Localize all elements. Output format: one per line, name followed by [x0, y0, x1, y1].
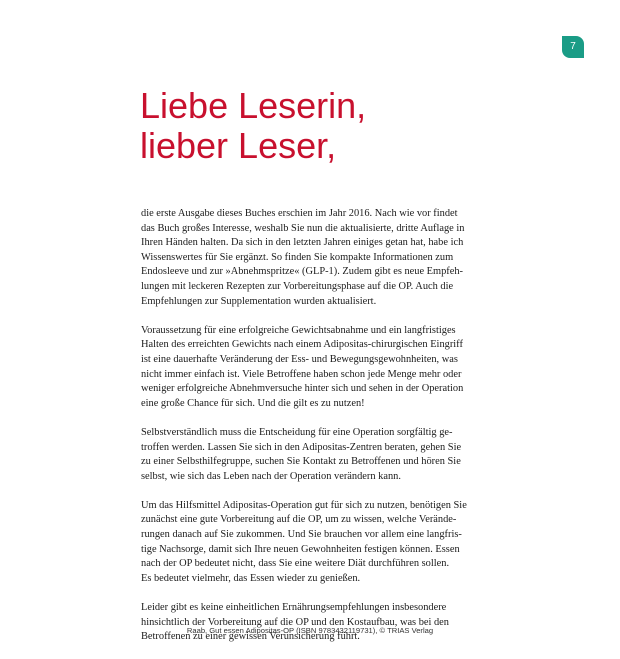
paragraph-line: Empfehlungen zur Supplementation wurden aktualisiert.: [141, 295, 377, 307]
paragraph-5: [141, 601, 481, 645]
paragraph-line: die erste Ausgabe dieses Buches erschien im Jahr 2016. Nach wie vor findet: [141, 208, 458, 219]
paragraph-line: lungen mit leckeren Rezepten zur Vorbereitungsphase auf die OP. Auch die: [141, 280, 454, 292]
paragraph-3: [141, 426, 481, 484]
body-text: [141, 207, 481, 659]
paragraph-line: Voraussetzung für eine erfolgreiche Gewichtsabnahme und ein langfristiges: [141, 324, 456, 336]
page-heading: [140, 86, 366, 166]
paragraph-line: tige Nachsorge, damit sich Ihre neuen Gewohnheiten festigen können. Essen: [141, 543, 460, 555]
paragraph-line: hinsichtlich der Vorbereitung auf die OP und den Kostaufbau, was bei den: [141, 616, 449, 628]
paragraph-line: Ihren Händen halten. Da sich in den letzten Jahren einiges getan hat, habe ich: [141, 237, 464, 249]
paragraph-line: zu einer Selbsthilfegruppe, suchen Sie Kontakt zu Betroffenen und hören Sie: [141, 456, 461, 468]
paragraph-line: das Buch großes Interesse, weshalb Sie nun die aktualisierte, dritte Auflage in: [141, 222, 465, 234]
paragraph-line: eine große Chance für sich. Und die gilt es zu nutzen!: [141, 397, 365, 409]
heading-line-1: Liebe Leserin,: [140, 85, 367, 126]
paragraph-1: [141, 207, 481, 309]
paragraph-line: nach der OP bedeutet nicht, dass Sie eine weitere Diät durchführen sollen.: [141, 558, 450, 570]
paragraph-line: zunächst eine gute Vorbereitung auf die OP, um zu wissen, welche Verände-: [141, 514, 457, 526]
paragraph-line: weniger erfolgreiche Abnehmversuche hinter sich und sehen in der Operation: [141, 383, 464, 395]
paragraph-line: Endosleeve und zur »Abnehmspritze« (GLP-1). Zudem gibt es neue Empfeh-: [141, 266, 464, 278]
paragraph-line: nicht immer einfach ist. Viele Betroffene haben schon jede Menge mehr oder: [141, 368, 462, 380]
paragraph-line: Es bedeutet vielmehr, das Essen wieder zu genießen.: [141, 572, 361, 584]
paragraph-line: Halten des erreichten Gewichts nach einem Adipositas-chirurgischen Eingriff: [141, 339, 463, 351]
paragraph-line: Leider gibt es keine einheitlichen Ernährungsempfehlungen insbesondere: [141, 602, 447, 614]
page-number-badge: 7: [562, 36, 584, 58]
paragraph-line: Um das Hilfsmittel Adipositas-Operation gut für sich zu nutzen, benötigen Sie: [141, 499, 467, 511]
heading-line-2: lieber Leser,: [140, 125, 337, 166]
paragraph-line: Betroffenen zu einer gewissen Verunsicherung führt.: [141, 631, 360, 643]
paragraph-line: rungen danach auf Sie zukommen. Und Sie brauchen vor allem eine langfris-: [141, 529, 462, 541]
paragraph-line: troffen werden. Lassen Sie sich in den Adipositas-Zentren beraten, gehen Sie: [141, 441, 462, 453]
paragraph-line: selbst, wie sich das Leben nach der Operation verändern kann.: [141, 470, 401, 482]
paragraph-line: Wissenswertes für Sie ergänzt. So finden Sie kompakte Informationen zum: [141, 251, 454, 263]
paragraph-line: ist eine dauerhafte Veränderung der Ess- und Bewegungsgewohnheiten, was: [141, 353, 458, 365]
paragraph-line: Selbstverständlich muss die Entscheidung für eine Operation sorgfältig ge-: [141, 426, 453, 438]
paragraph-2: [141, 324, 481, 412]
footer-citation: Raab, Gut essen Adipositas-OP (ISBN 9783432119731), © TRIAS Verlag: [186, 626, 434, 635]
paragraph-4: [141, 499, 481, 587]
